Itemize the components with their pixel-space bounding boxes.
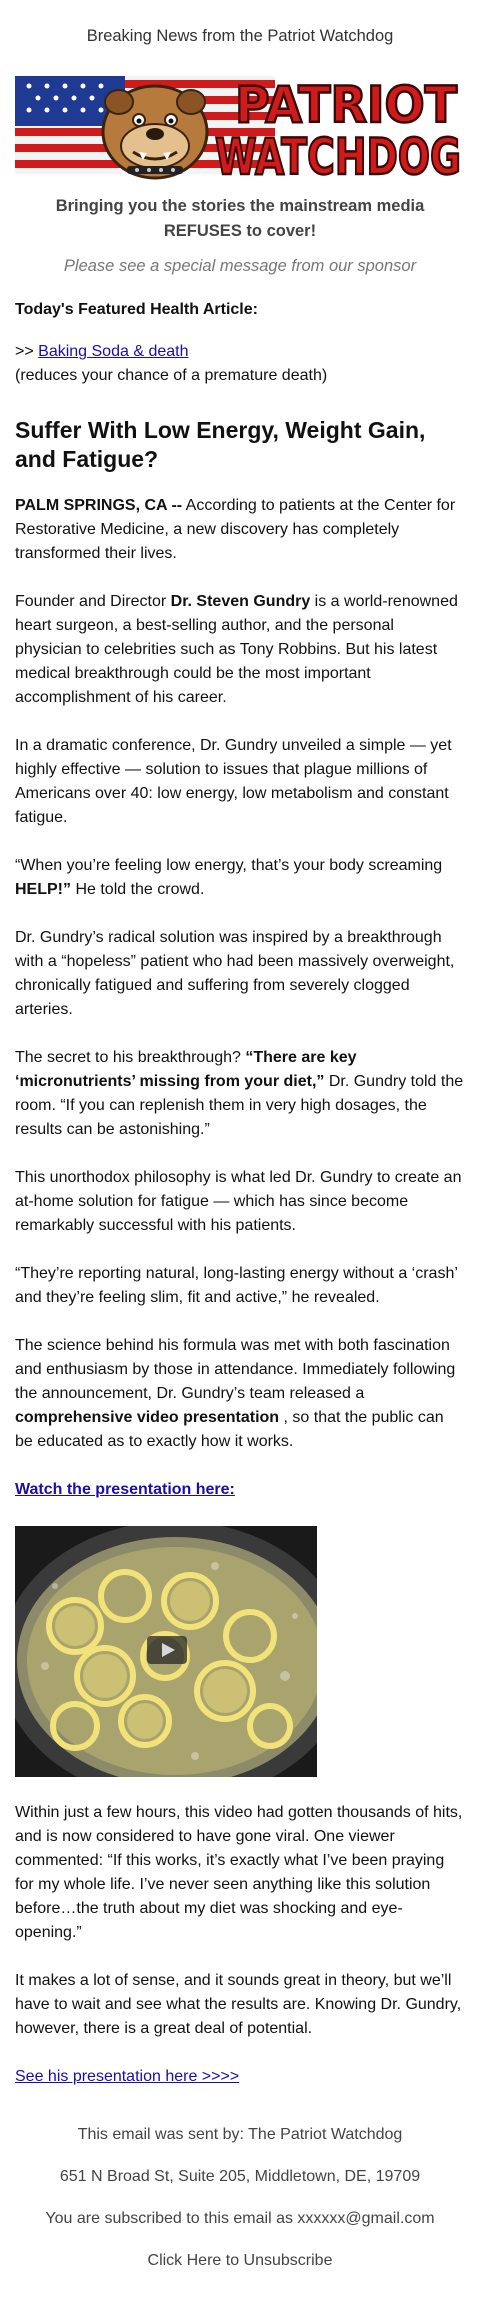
subscribed-text: You are subscribed to this email as xxxxxx@gmail.com	[45, 2209, 435, 2227]
article-paragraph-2	[15, 590, 465, 710]
article-paragraph-1	[15, 494, 465, 566]
emphasis-text: comprehensive video presentation	[15, 1408, 280, 1426]
paragraph-text: “When you’re feeling low energy, that’s your body screaming	[15, 856, 443, 874]
paragraph-text: According to patients at the Center for Restorative Medicine, a new discovery has completely transformed their lives.	[15, 496, 456, 562]
paragraph-text: is a world-renowned heart surgeon, a best-selling author, and the personal physician to celebrities such as Tony Robbins. But his latest medical breakthrough could be the most important accomplishment of his career.	[15, 592, 458, 706]
article-paragraph-9	[15, 1334, 465, 1454]
paragraph-text: The science behind his formula was met with both fascination and enthusiasm by those in attendance. Immediately following the announcement, Dr. Gundry’s team released a	[15, 1336, 456, 1402]
see-presentation-cta	[15, 2065, 465, 2089]
paragraph-text: Dr. Gundry told the room. “If you can replenish them in very high dosages, the results can be astonishing.”	[15, 1072, 464, 1138]
bulldog-mascot-icon	[103, 86, 207, 178]
video-thumbnail[interactable]	[15, 1526, 317, 1777]
sent-by-text: This email was sent by: The Patriot Watchdog	[77, 2125, 403, 2143]
featured-article-link[interactable]: Baking Soda & death	[38, 343, 189, 361]
watch-presentation-link[interactable]: Watch the presentation here:	[15, 1480, 235, 1498]
watch-cta	[15, 1478, 465, 1502]
featured-label: Today's Featured Health Article:	[15, 301, 258, 319]
article-paragraph-11: It makes a lot of sense, and it sounds great in theory, but we’ll have to wait and see what the results are. Knowing Dr. Gundry, however, there is a great deal of potential.	[15, 1971, 462, 2037]
see-presentation-link[interactable]: See his presentation here >>>>	[15, 2067, 240, 2085]
article-paragraph-3: In a dramatic conference, Dr. Gundry unveiled a simple — yet highly effective — solution to issues that plague millions of Americans over 40: low energy, low metabolism and constant fatigue.	[15, 736, 452, 826]
article-paragraph-5: Dr. Gundry’s radical solution was inspired by a breakthrough with a “hopeless” patient who had been massively overweight, chronically fatigued and suffering from severely clogged arteries.	[15, 928, 455, 1018]
logo-text-line1: PATRIOT	[235, 76, 457, 134]
paragraph-text: The secret to his breakthrough?	[15, 1048, 246, 1066]
emphasis-text: HELP!”	[15, 880, 71, 898]
featured-prefix: >>	[15, 343, 39, 361]
logo-wordmark	[215, 76, 461, 184]
article-paragraph-4	[15, 854, 465, 902]
paragraph-text: , so that the public can be educated as to exactly how it works.	[15, 1408, 444, 1450]
doctor-name: Dr. Steven Gundry	[170, 592, 311, 610]
top-line: Breaking News from the Patriot Watchdog	[86, 27, 394, 45]
emphasis-text: “There are key ‘micronutrients’ missing from your diet,”	[15, 1048, 357, 1090]
featured-subtext: (reduces your chance of a premature death)	[15, 367, 328, 385]
paragraph-text: He told the crowd.	[71, 880, 205, 898]
article-paragraph-10: Within just a few hours, this video had gotten thousands of hits, and is now considered to have gone viral. One viewer commented: “If this works, it’s exactly what I’ve been praying for my whole life. I’ve never seen anything like this solution before…the truth about my diet was shocking and eye-opening.”	[15, 1803, 463, 1941]
featured-article	[15, 340, 465, 388]
article-paragraph-6	[15, 1046, 465, 1142]
sponsor-note: Please see a special message from our sponsor	[63, 256, 417, 275]
email-footer	[15, 2123, 465, 2311]
dateline: PALM SPRINGS, CA --	[15, 496, 183, 514]
unsubscribe-link[interactable]: Click Here to Unsubscribe	[147, 2251, 333, 2269]
play-icon[interactable]	[147, 1636, 187, 1664]
article-headline: Suffer With Low Energy, Weight Gain, and Fatigue?	[15, 417, 426, 472]
patriot-watchdog-logo	[15, 62, 465, 184]
article-paragraph-7: This unorthodox philosophy is what led Dr. Gundry to create an at-home solution for fatigue — which has since become remarkably successful with his patients.	[15, 1168, 462, 1234]
tagline: Bringing you the stories the mainstream media REFUSES to cover!	[55, 197, 425, 240]
address-text: 651 N Broad St, Suite 205, Middletown, DE, 19709	[59, 2167, 421, 2185]
paragraph-text: Founder and Director	[15, 592, 171, 610]
article-paragraph-8: “They’re reporting natural, long-lasting energy without a ‘crash’ and they’re feeling slim, fit and active,” he revealed.	[15, 1264, 458, 1306]
logo-text-line2: WATCHDOG	[215, 128, 461, 184]
